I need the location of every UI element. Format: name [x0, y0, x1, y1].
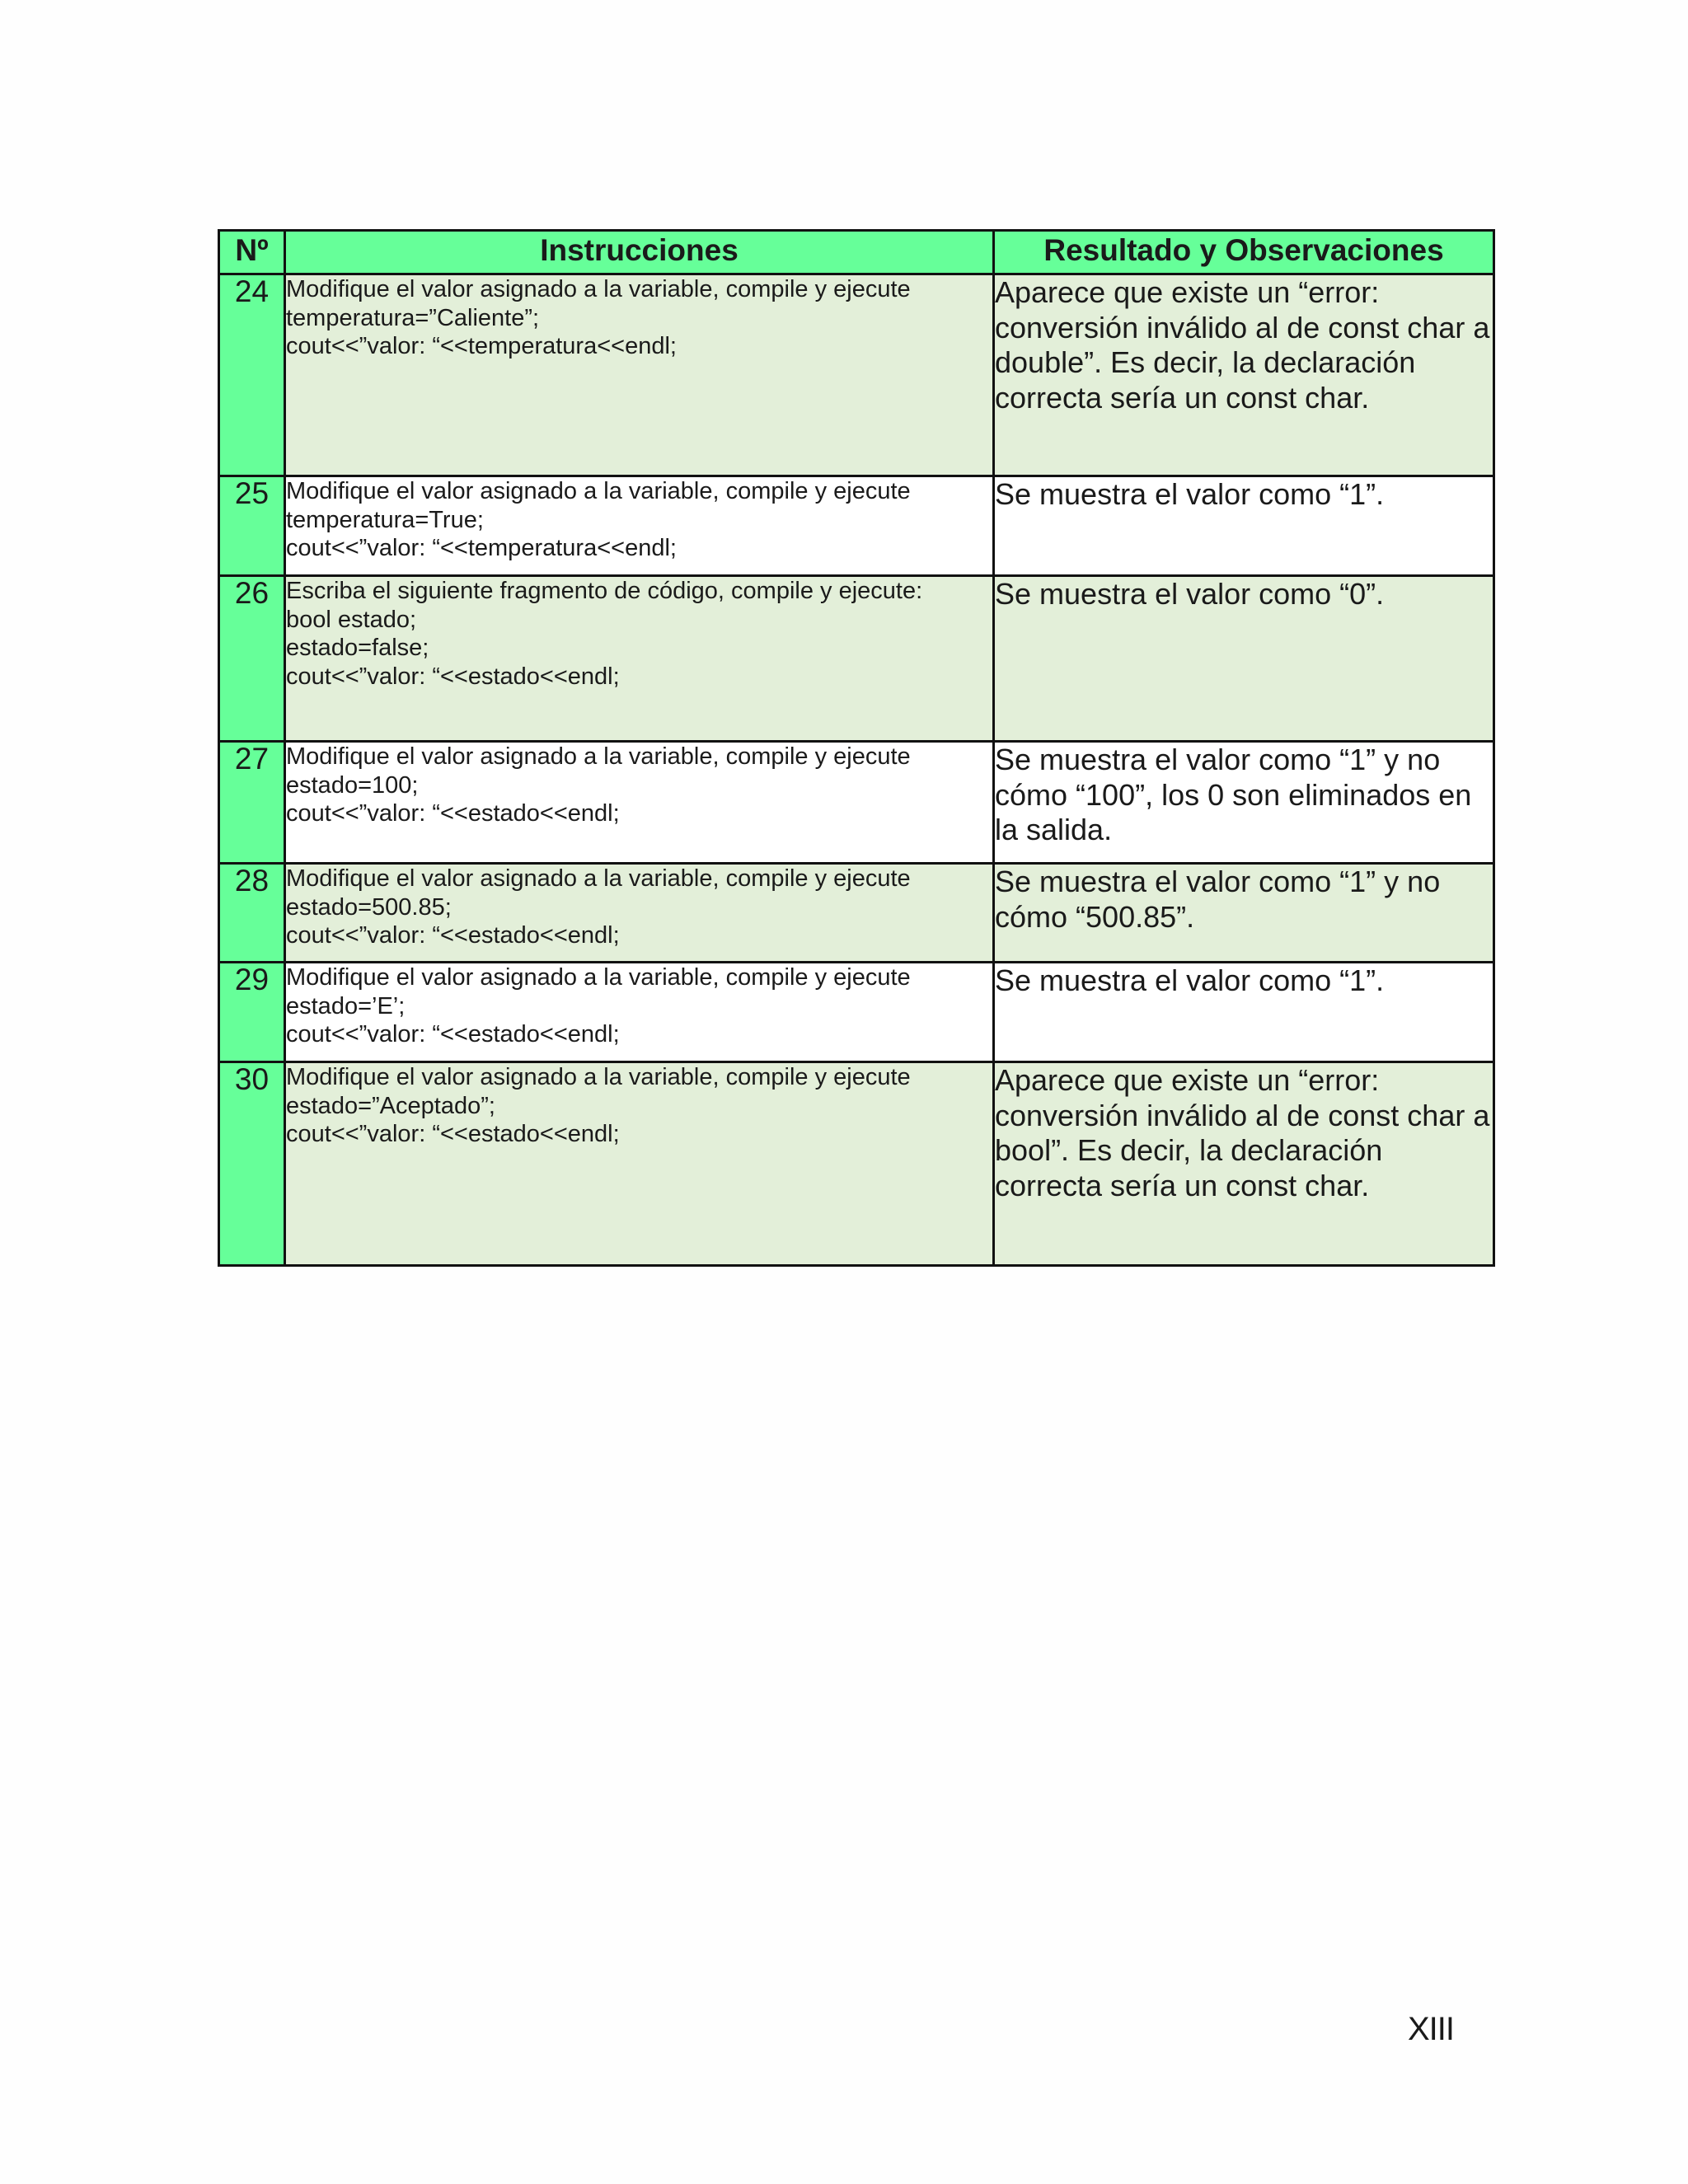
table-header-row	[219, 231, 1494, 274]
row-result: Se muestra el valor como “1”.	[994, 963, 1494, 1062]
results-table	[218, 229, 1495, 1267]
row-instructions: Modifique el valor asignado a la variable, compile y ejecute estado=’E’; cout<<”valor: “<<estado<<endl;	[285, 963, 994, 1062]
header-no: Nº	[219, 231, 285, 274]
row-number: 29	[219, 963, 285, 1062]
row-result: Se muestra el valor como “0”.	[994, 576, 1494, 742]
header-results: Resultado y Observaciones	[994, 231, 1494, 274]
header-instructions: Instrucciones	[285, 231, 994, 274]
row-number: 25	[219, 476, 285, 576]
row-result: Se muestra el valor como “1”.	[994, 476, 1494, 576]
row-result: Se muestra el valor como “1” y no cómo “100”, los 0 son eliminados en la salida.	[994, 742, 1494, 864]
table-row	[219, 576, 1494, 742]
row-number: 26	[219, 576, 285, 742]
row-number: 28	[219, 864, 285, 963]
table-row	[219, 864, 1494, 963]
table-row	[219, 274, 1494, 476]
table-row	[219, 1062, 1494, 1266]
table-row	[219, 476, 1494, 576]
row-instructions: Modifique el valor asignado a la variable, compile y ejecute temperatura=True; cout<<”valor: “<<temperatura<<endl;	[285, 476, 994, 576]
row-result: Se muestra el valor como “1” y no cómo “500.85”.	[994, 864, 1494, 963]
table-row	[219, 963, 1494, 1062]
table-row	[219, 742, 1494, 864]
row-instructions: Modifique el valor asignado a la variable, compile y ejecute estado=100; cout<<”valor: “<<estado<<endl;	[285, 742, 994, 864]
row-result: Aparece que existe un “error: conversión inválido al de const char a double”. Es decir, la declaración correcta sería un const char.	[994, 274, 1494, 476]
page-number: XIII	[1408, 2011, 1455, 2047]
row-number: 30	[219, 1062, 285, 1266]
row-instructions: Escriba el siguiente fragmento de código, compile y ejecute: bool estado; estado=false; cout<<”valor: “<<estado<<endl;	[285, 576, 994, 742]
row-instructions: Modifique el valor asignado a la variable, compile y ejecute temperatura=”Caliente”; cout<<”valor: “<<temperatura<<endl;	[285, 274, 994, 476]
row-instructions: Modifique el valor asignado a la variable, compile y ejecute estado=500.85; cout<<”valor: “<<estado<<endl;	[285, 864, 994, 963]
row-number: 24	[219, 274, 285, 476]
row-instructions: Modifique el valor asignado a la variable, compile y ejecute estado=”Aceptado”; cout<<”valor: “<<estado<<endl;	[285, 1062, 994, 1266]
row-result: Aparece que existe un “error: conversión inválido al de const char a bool”. Es decir, la declaración correcta sería un const char.	[994, 1062, 1494, 1266]
row-number: 27	[219, 742, 285, 864]
